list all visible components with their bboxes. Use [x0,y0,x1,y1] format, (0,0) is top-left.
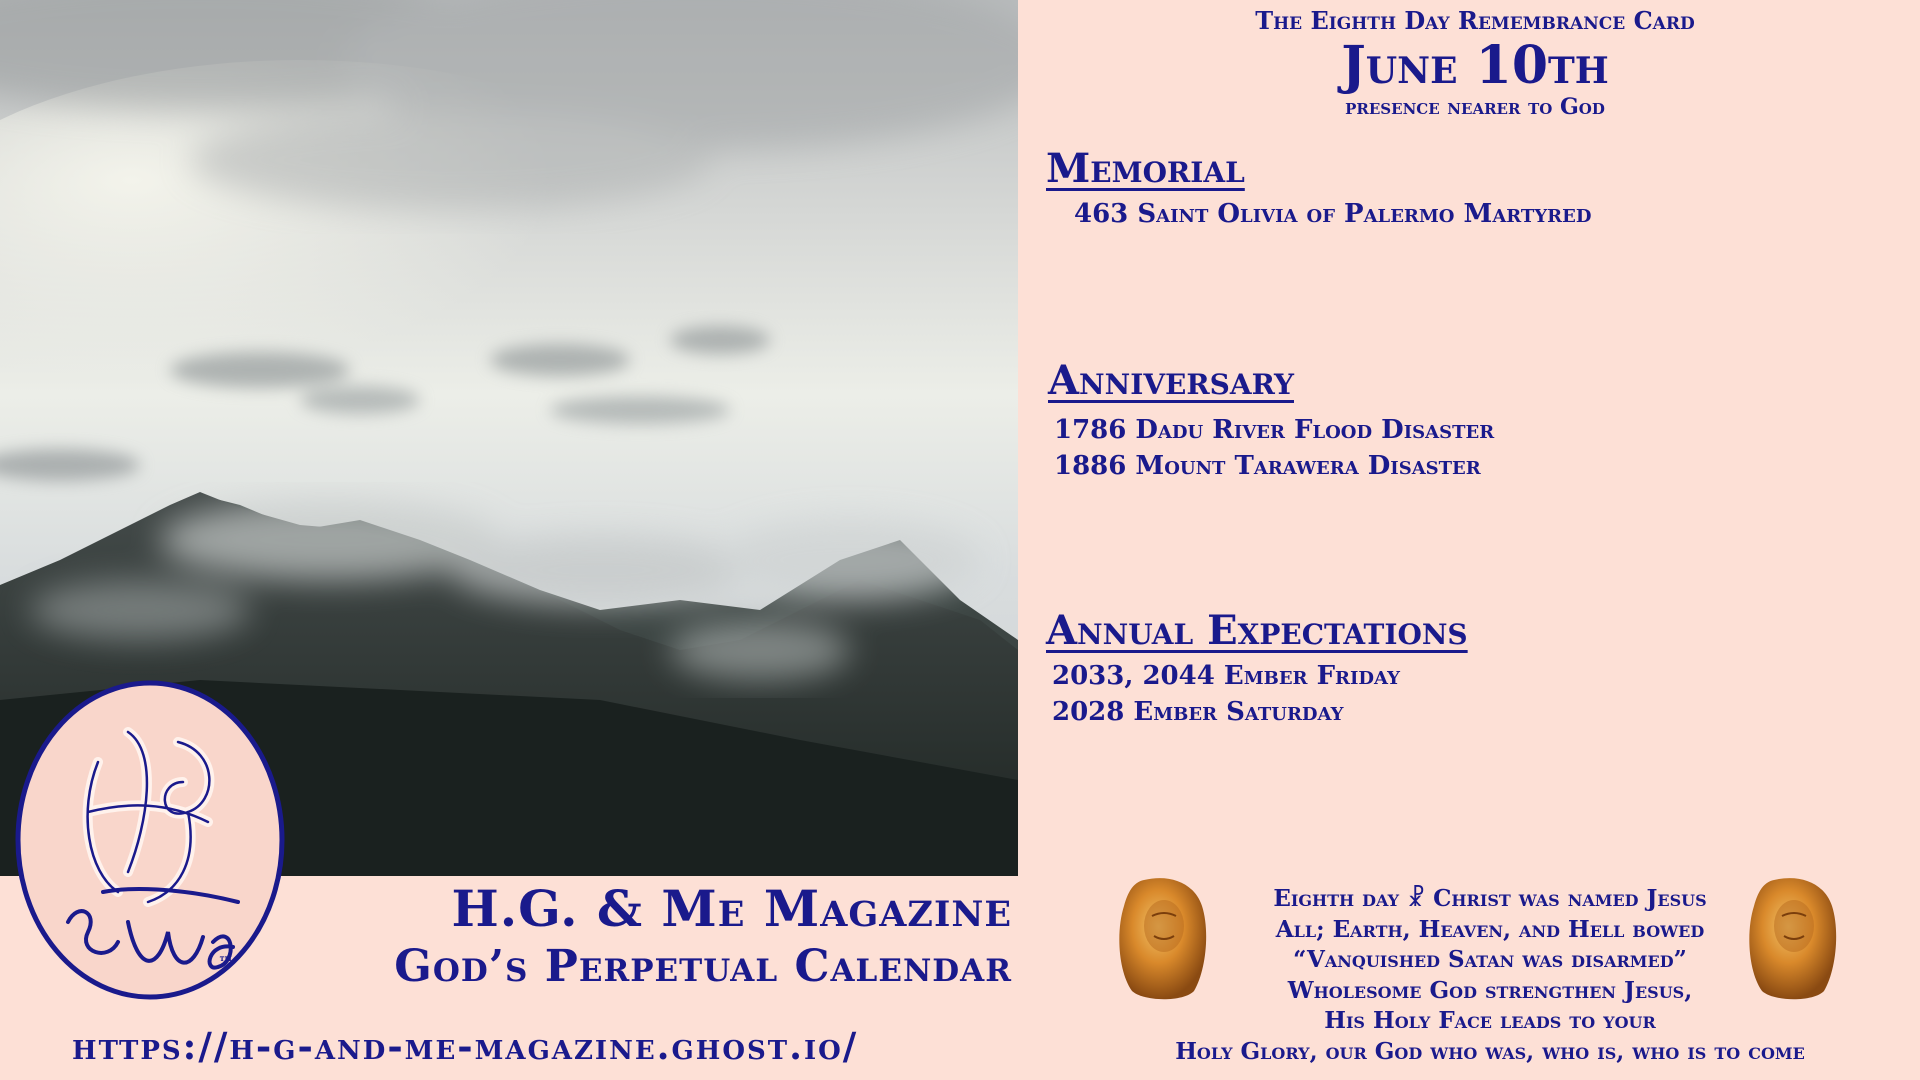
anniversary-item: 1886 Mount Tarawera Disaster [1054,451,1481,481]
card-header-title: The Eighth Day Remembrance Card [1255,6,1695,35]
magazine-title: H.G. & Me Magazine [451,879,1012,938]
verse-line: “Vanquished Satan was disarmed” [1293,946,1687,973]
expectations-item: 2028 Ember Saturday [1052,697,1344,727]
anniversary-item: 1786 Dadu River Flood Disaster [1054,415,1495,445]
chi-rho-icon: ☧ [1407,886,1426,912]
verse-line [1070,884,1910,915]
card-date: June 10th [1341,35,1609,96]
verse-line: Holy Glory, our God who was, who is, who is to come [1175,1037,1805,1065]
hg-and-me-logo [8,672,292,1012]
expectations-heading: Annual Expectations [1046,607,1468,654]
card-subtitle: presence nearer to God [1345,94,1605,120]
verse-line-1b: Christ was named Jesus [1433,885,1707,912]
expectations-item: 2033, 2044 Ember Friday [1052,661,1400,691]
verse-line: His Holy Face leads to your [1324,1007,1656,1034]
eighth-day-verse [1070,884,1910,1067]
brand-block [394,880,1012,996]
verse-line: All; Earth, Heaven, and Hell bowed [1275,915,1705,943]
verse-line: Wholesome God strengthen Jesus, [1287,976,1693,1004]
card-header [1030,6,1920,118]
svg-text:™: ™ [218,953,234,972]
memorial-item: 463 Saint Olivia of Palermo Martyred [1074,199,1592,229]
anniversary-heading: Anniversary [1048,357,1294,404]
magazine-url-link[interactable]: https://h-g-and-me-magazine.ghost.io/ [72,1024,859,1068]
calendar-title: God’s Perpetual Calendar [394,941,1012,992]
verse-line-1a: Eighth day [1273,885,1400,912]
memorial-heading: Memorial [1046,145,1245,192]
